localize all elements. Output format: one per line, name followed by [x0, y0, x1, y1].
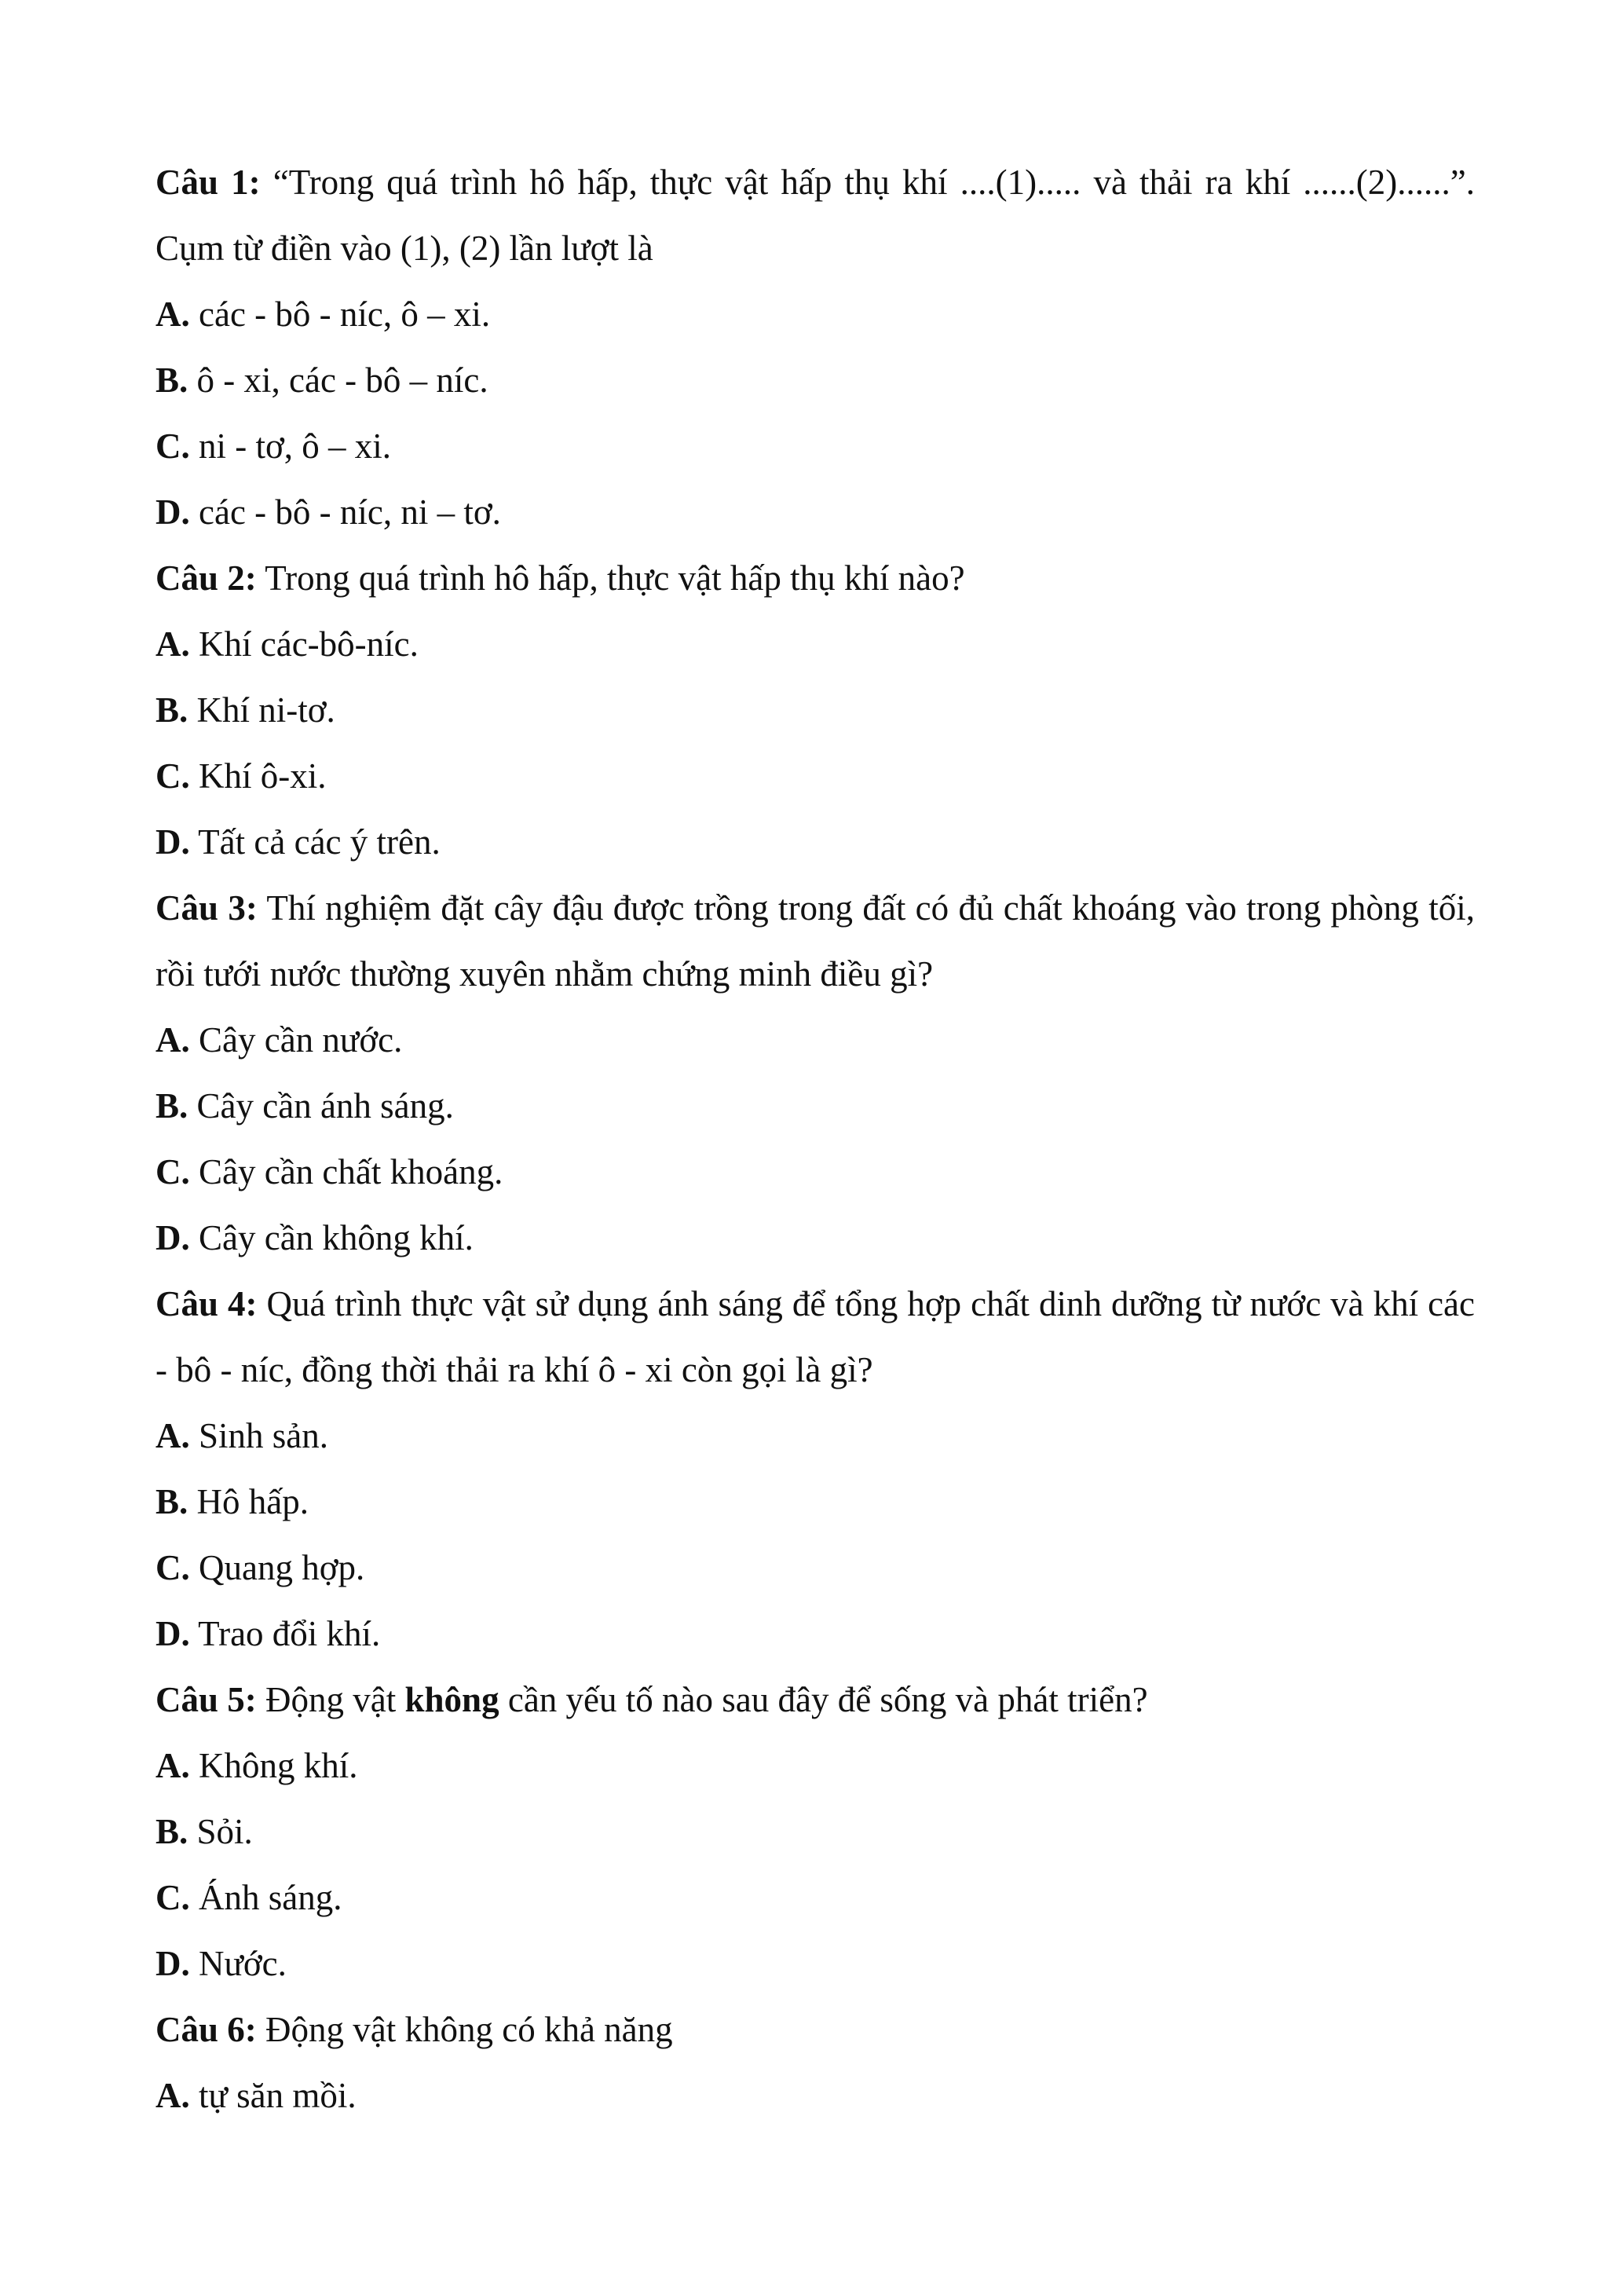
option-text: ni - tơ, ô – xi. — [189, 426, 392, 466]
question-2-option-d — [155, 809, 1475, 875]
option-text: Khí ô-xi. — [189, 756, 327, 796]
option-text: Không khí. — [189, 1746, 358, 1785]
question-2 — [155, 545, 1475, 875]
question-5-label: Câu 5: — [155, 1680, 257, 1719]
option-text: Khí các-bô-níc. — [189, 624, 419, 664]
option-letter: B. — [155, 690, 188, 730]
question-5 — [155, 1667, 1475, 1997]
question-5-text-after: cần yếu tố nào sau đây để sống và phát triển? — [499, 1680, 1148, 1719]
option-letter: A. — [155, 295, 190, 334]
option-letter: C. — [155, 426, 190, 466]
question-4 — [155, 1271, 1475, 1667]
option-text: Sỏi. — [188, 1812, 253, 1851]
question-5-option-b — [155, 1799, 1475, 1865]
option-letter: D. — [155, 1944, 190, 1983]
question-1-label: Câu 1: — [155, 163, 261, 202]
question-1 — [155, 149, 1475, 545]
question-1-stem — [155, 149, 1475, 281]
option-letter: D. — [155, 1614, 190, 1653]
option-letter: C. — [155, 756, 190, 796]
option-letter: A. — [155, 1416, 190, 1455]
question-5-option-d — [155, 1931, 1475, 1997]
option-letter: C. — [155, 1548, 190, 1587]
option-text: Nước. — [189, 1944, 287, 1983]
question-2-option-c — [155, 743, 1475, 809]
option-text: Sinh sản. — [189, 1416, 329, 1455]
question-3-option-d — [155, 1205, 1475, 1271]
question-3 — [155, 875, 1475, 1271]
option-text: Cây cần nước. — [189, 1020, 403, 1060]
question-5-emphasis: không — [404, 1680, 499, 1719]
question-4-option-d — [155, 1601, 1475, 1667]
question-4-option-a — [155, 1403, 1475, 1469]
option-letter: D. — [155, 1218, 190, 1257]
option-letter: D. — [155, 822, 190, 862]
option-letter: A. — [155, 1746, 190, 1785]
question-4-label: Câu 4: — [155, 1284, 258, 1323]
option-letter: C. — [155, 1878, 190, 1917]
question-1-option-a — [155, 281, 1475, 347]
question-6-label: Câu 6: — [155, 2010, 257, 2049]
question-1-option-d — [155, 479, 1475, 545]
option-text: các - bô - níc, ni – tơ. — [189, 492, 501, 532]
question-3-text: Thí nghiệm đặt cây đậu được trồng trong đất có đủ chất khoáng vào trong phòng tối, rồi tưới nước thường xuyên nhằm chứng minh điều gì? — [155, 888, 1475, 994]
option-text: Khí ni-tơ. — [188, 690, 335, 730]
option-letter: B. — [155, 361, 188, 400]
question-4-option-c — [155, 1535, 1475, 1601]
option-text: tự săn mồi. — [189, 2076, 357, 2115]
question-2-label: Câu 2: — [155, 558, 257, 598]
question-6 — [155, 1997, 1475, 2128]
question-1-option-b — [155, 347, 1475, 413]
option-text: Cây cần ánh sáng. — [188, 1086, 454, 1126]
option-letter: B. — [155, 1086, 188, 1126]
option-text: Trao đổi khí. — [189, 1614, 381, 1653]
option-letter: C. — [155, 1152, 190, 1191]
document-page — [155, 149, 1475, 2128]
question-5-text-before: Động vật — [256, 1680, 405, 1719]
question-3-option-c — [155, 1139, 1475, 1205]
option-text: Quang hợp. — [189, 1548, 365, 1587]
question-3-stem — [155, 875, 1475, 1007]
question-2-text: Trong quá trình hô hấp, thực vật hấp thụ khí nào? — [256, 558, 965, 598]
question-2-stem — [155, 545, 1475, 611]
option-text: Ánh sáng. — [189, 1878, 342, 1917]
option-letter: A. — [155, 624, 190, 664]
question-1-text: “Trong quá trình hô hấp, thực vật hấp thụ khí ....(1)..... và thải ra khí ......(2)......”. Cụm từ điền vào (1), (2) lần lượt là — [155, 163, 1475, 268]
option-letter: D. — [155, 492, 190, 532]
question-2-option-b — [155, 677, 1475, 743]
question-5-option-a — [155, 1733, 1475, 1799]
question-6-stem — [155, 1997, 1475, 2063]
option-text: các - bô - níc, ô – xi. — [189, 295, 491, 334]
question-6-option-a — [155, 2063, 1475, 2128]
option-text: Cây cần chất khoáng. — [189, 1152, 503, 1191]
option-text: Hô hấp. — [188, 1482, 309, 1521]
question-3-option-b — [155, 1073, 1475, 1139]
question-5-option-c — [155, 1865, 1475, 1931]
question-2-option-a — [155, 611, 1475, 677]
question-6-text: Động vật không có khả năng — [256, 2010, 673, 2049]
option-letter: B. — [155, 1482, 188, 1521]
question-3-label: Câu 3: — [155, 888, 258, 928]
option-text: Cây cần không khí. — [189, 1218, 474, 1257]
option-letter: A. — [155, 2076, 190, 2115]
question-4-stem — [155, 1271, 1475, 1403]
question-5-stem — [155, 1667, 1475, 1733]
option-text: ô - xi, các - bô – níc. — [188, 361, 488, 400]
question-3-option-a — [155, 1007, 1475, 1073]
option-text: Tất cả các ý trên. — [189, 822, 441, 862]
question-1-option-c — [155, 413, 1475, 479]
option-letter: A. — [155, 1020, 190, 1060]
question-4-option-b — [155, 1469, 1475, 1535]
question-4-text: Quá trình thực vật sử dụng ánh sáng để tổng hợp chất dinh dưỡng từ nước và khí các - bô - níc, đồng thời thải ra khí ô - xi còn gọi là gì? — [155, 1284, 1475, 1389]
option-letter: B. — [155, 1812, 188, 1851]
